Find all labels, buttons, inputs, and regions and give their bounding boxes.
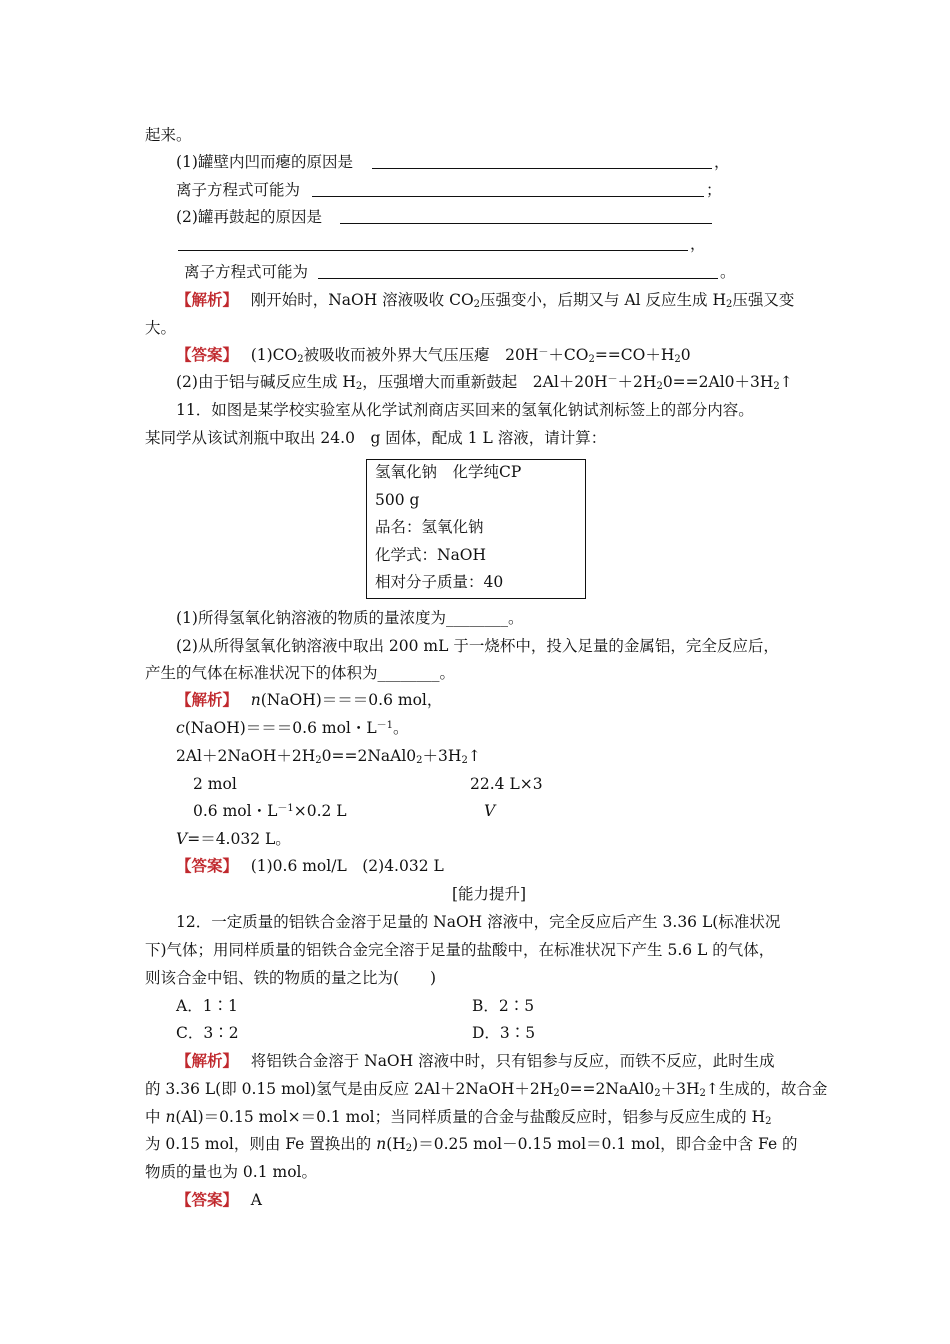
analysis-11-line: c(NaOH)＝＝＝0.6 mol・$L^{-1}$。 bbox=[176, 719, 409, 737]
equation-row: V bbox=[484, 802, 496, 820]
question-11-2-cont: 产生的气体在标准状况下的体积为________。 bbox=[145, 664, 456, 682]
answer-10-1: 【答案】 $(1)CO_2$被吸收而被外界大气压压瘪 $20H^-+CO_2==CO+H_20$ bbox=[176, 345, 691, 365]
text-line: 大。 bbox=[145, 319, 177, 337]
text-line: 起来。 bbox=[145, 126, 192, 144]
analysis-12-line: 物质的量也为 0.1 mol。 bbox=[145, 1163, 317, 1181]
question-11-cont: 某同学从该试剂瓶中取出 24.0 g 固体，配成 1 L 溶液，请计算： bbox=[145, 429, 607, 447]
question-11-1: (1)所得氢氧化钠溶液的物质的量浓度为________。 bbox=[176, 609, 524, 627]
answer-10-2: (2)由于铝与碱反应生成 $H_2$，压强增大而重新鼓起 $2Al+20H^-+2H_20==2Al0+3H_2↑$ bbox=[176, 373, 793, 392]
punctuation: ， bbox=[690, 235, 706, 253]
answer-blank bbox=[312, 196, 704, 197]
question-11: 11．如图是某学校实验室从化学试剂商店买回来的氢氧化钠试剂标签上的部分内容。 bbox=[176, 401, 754, 419]
analysis-tag: 【解析】 bbox=[176, 1051, 231, 1070]
question-10-1: (1)罐壁内凹而瘪的原因是 bbox=[176, 153, 353, 171]
equation-row: 2 mol bbox=[193, 775, 237, 793]
answer-blank bbox=[340, 223, 712, 224]
analysis-12: 【解析】 将铝铁合金溶于 NaOH 溶液中时，只有铝参与反应，而铁不反应，此时生成 bbox=[176, 1051, 775, 1070]
label-line: 相对分子质量：40 bbox=[375, 573, 504, 591]
answer-tag: 【答案】 bbox=[176, 345, 231, 364]
option-a: A．1∶1 bbox=[176, 997, 238, 1015]
equation-row: 0.6 mol・$L^{-1}\times 0.2$ L bbox=[193, 802, 347, 820]
option-c: C．3∶2 bbox=[176, 1024, 239, 1042]
analysis-12-line: 中 n(Al)＝0.15 mol×＝0.1 mol；当同样质量的合金与盐酸反应时，铝参与反应生成的 $H_2$ bbox=[145, 1108, 772, 1127]
option-b: B．2∶5 bbox=[472, 997, 535, 1015]
answer-blank bbox=[372, 168, 712, 169]
equation-row: 22.4 L×3 bbox=[470, 775, 543, 793]
answer-12: 【答案】 A bbox=[176, 1190, 262, 1209]
label-line: 品名：氢氧化钠 bbox=[375, 518, 484, 536]
question-12-cont: 则该合金中铝、铁的物质的量之比为( ) bbox=[145, 969, 437, 987]
punctuation: ； bbox=[706, 181, 722, 199]
label-line: 氢氧化钠 化学纯CP bbox=[375, 463, 522, 481]
analysis-10: 【解析】 刚开始时，NaOH 溶液吸收 $CO_2$压强变小，后期又与 Al 反应生成 $H_2$压强又变 bbox=[176, 290, 795, 310]
analysis-12-line: 的 3.36 L(即 0.15 mol)氢气是由反应 $2Al+2NaOH+2H_20==2NaAl0_2+3H_2↑$生成的，故合金 bbox=[145, 1080, 828, 1099]
label-line: 500 g bbox=[375, 491, 420, 509]
label-line: 化学式：NaOH bbox=[375, 546, 487, 564]
answer-11: 【答案】 (1)0.6 mol/L (2)4.032 L bbox=[176, 856, 444, 875]
analysis-tag: 【解析】 bbox=[176, 690, 231, 709]
question-12: 12．一定质量的铝铁合金溶于足量的 NaOH 溶液中，完全反应后产生 3.36 L(标准状况 bbox=[176, 913, 781, 931]
analysis-tag: 【解析】 bbox=[176, 290, 231, 309]
question-12-cont: 下)气体；用同样质量的铝铁合金完全溶于足量的盐酸中，在标准状况下产生 5.6 L 的气体， bbox=[145, 941, 775, 959]
question-11-2: (2)从所得氢氧化钠溶液中取出 200 mL 于一烧杯中，投入足量的金属铝，完全反应后， bbox=[176, 637, 779, 655]
section-heading: [能力提升] bbox=[452, 885, 527, 903]
analysis-12-line: 为 0.15 mol，则由 Fe 置换出的 $n(H_2)=0.25$ mol－0.15 mol＝0.1 mol，即合金中含 Fe 的 bbox=[145, 1135, 798, 1154]
answer-tag: 【答案】 bbox=[176, 856, 231, 875]
option-d: D．3∶5 bbox=[472, 1024, 536, 1042]
question-10-1-ion: 离子方程式可能为 bbox=[176, 181, 301, 199]
question-10-2-ion: 离子方程式可能为 bbox=[184, 263, 309, 281]
equation-11: $2Al+2NaOH+2H_20==2NaAl0_2+3H_2↑$ bbox=[176, 747, 481, 766]
question-10-2: (2)罐再鼓起的原因是 bbox=[176, 208, 322, 226]
equation-result: V=＝4.032 L。 bbox=[176, 830, 291, 848]
answer-blank bbox=[178, 250, 688, 251]
punctuation: 。 bbox=[720, 263, 736, 281]
answer-blank bbox=[318, 278, 718, 279]
analysis-11: 【解析】 n(NaOH)＝＝＝0.6 mol， bbox=[176, 690, 443, 709]
reagent-label-box bbox=[366, 459, 586, 599]
answer-tag: 【答案】 bbox=[176, 1190, 231, 1209]
punctuation: ， bbox=[714, 153, 730, 171]
